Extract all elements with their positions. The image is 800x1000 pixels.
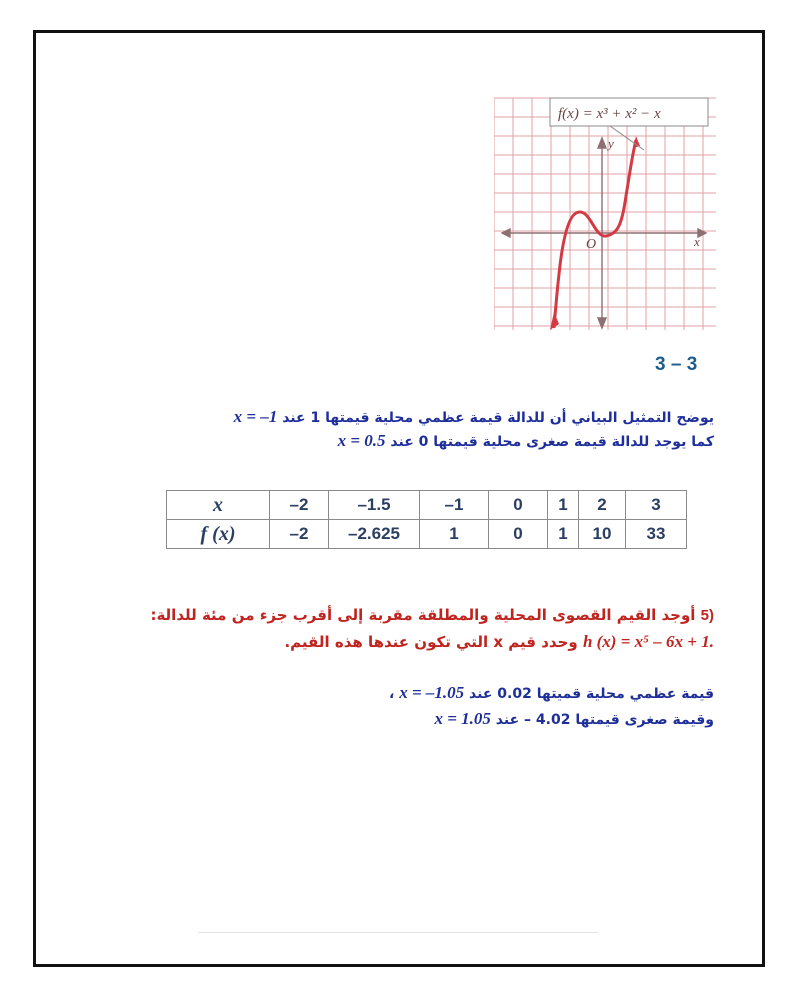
- f-row-label: f (x): [167, 520, 270, 549]
- answer-line-1-text: قيمة عظمي محلية قميتها 0.02 عند: [469, 686, 714, 702]
- cubic-curve: [554, 140, 636, 328]
- summary-line-2-text: كما يوجد للدالة قيمة صغرى محلية قيمتها 0 عند: [390, 434, 714, 450]
- x-axis-label: x: [694, 234, 700, 249]
- table-cell: 1: [548, 520, 579, 549]
- table-row: [167, 491, 687, 520]
- table-cell: –2: [270, 491, 329, 520]
- question-line-2-text: وحدد قيم x التي تكون عندها هذه القيم.: [284, 633, 578, 651]
- y-axis-label: y: [608, 136, 614, 151]
- answer-line-2-text: وقيمة صغرى قيمتها 4.02 – عند: [495, 712, 714, 728]
- footer-divider: [198, 932, 598, 933]
- function-graph: [494, 96, 716, 330]
- answer-line-1-math: x = –1.05: [399, 683, 465, 702]
- table-cell: 3: [626, 491, 687, 520]
- answer-line-2-math: x = 1.05: [434, 709, 491, 728]
- table-cell: 33: [626, 520, 687, 549]
- table-cell: –2: [270, 520, 329, 549]
- graph-svg: [494, 96, 716, 330]
- table-cell: –1: [420, 491, 489, 520]
- x-row-label: x: [167, 491, 270, 520]
- table-cell: 1: [548, 491, 579, 520]
- answer-separator: ،: [389, 686, 395, 702]
- question-function: h (x) = x⁵ – 6x + 1.: [582, 632, 714, 651]
- summary-line-1: [234, 407, 714, 427]
- table-cell: –2.625: [329, 520, 420, 549]
- table-cell: 2: [579, 491, 626, 520]
- answer-line-1: [389, 683, 714, 703]
- values-table: [166, 490, 687, 549]
- question-line-1-text: أوجد القيم القصوى المحلية والمطلقة مقربة إلى أقرب جزء من مئة للدالة:: [150, 606, 696, 624]
- table-cell: 0: [489, 491, 548, 520]
- table-cell: –1.5: [329, 491, 420, 520]
- table-row: [167, 520, 687, 549]
- question-line-2: [284, 632, 714, 652]
- summary-line-1-math: x = –1: [233, 407, 278, 426]
- summary-line-1-text: يوضح التمثيل البياني أن للدالة قيمة عظمي محلية قيمتها 1 عند: [282, 410, 714, 426]
- table-cell: 1: [420, 520, 489, 549]
- origin-label: O: [586, 237, 597, 252]
- answer-line-2: [434, 709, 714, 729]
- summary-line-2-math: x = 0.5: [337, 431, 386, 450]
- summary-line-2: [338, 431, 714, 451]
- question-line-1: [150, 606, 714, 624]
- question-number: 5): [700, 607, 714, 624]
- table-cell: 0: [489, 520, 548, 549]
- function-label: f(x) = x³ + x² − x: [558, 106, 661, 122]
- section-number: 3 – 3: [655, 354, 698, 375]
- table-cell: 10: [579, 520, 626, 549]
- axes: [502, 138, 706, 328]
